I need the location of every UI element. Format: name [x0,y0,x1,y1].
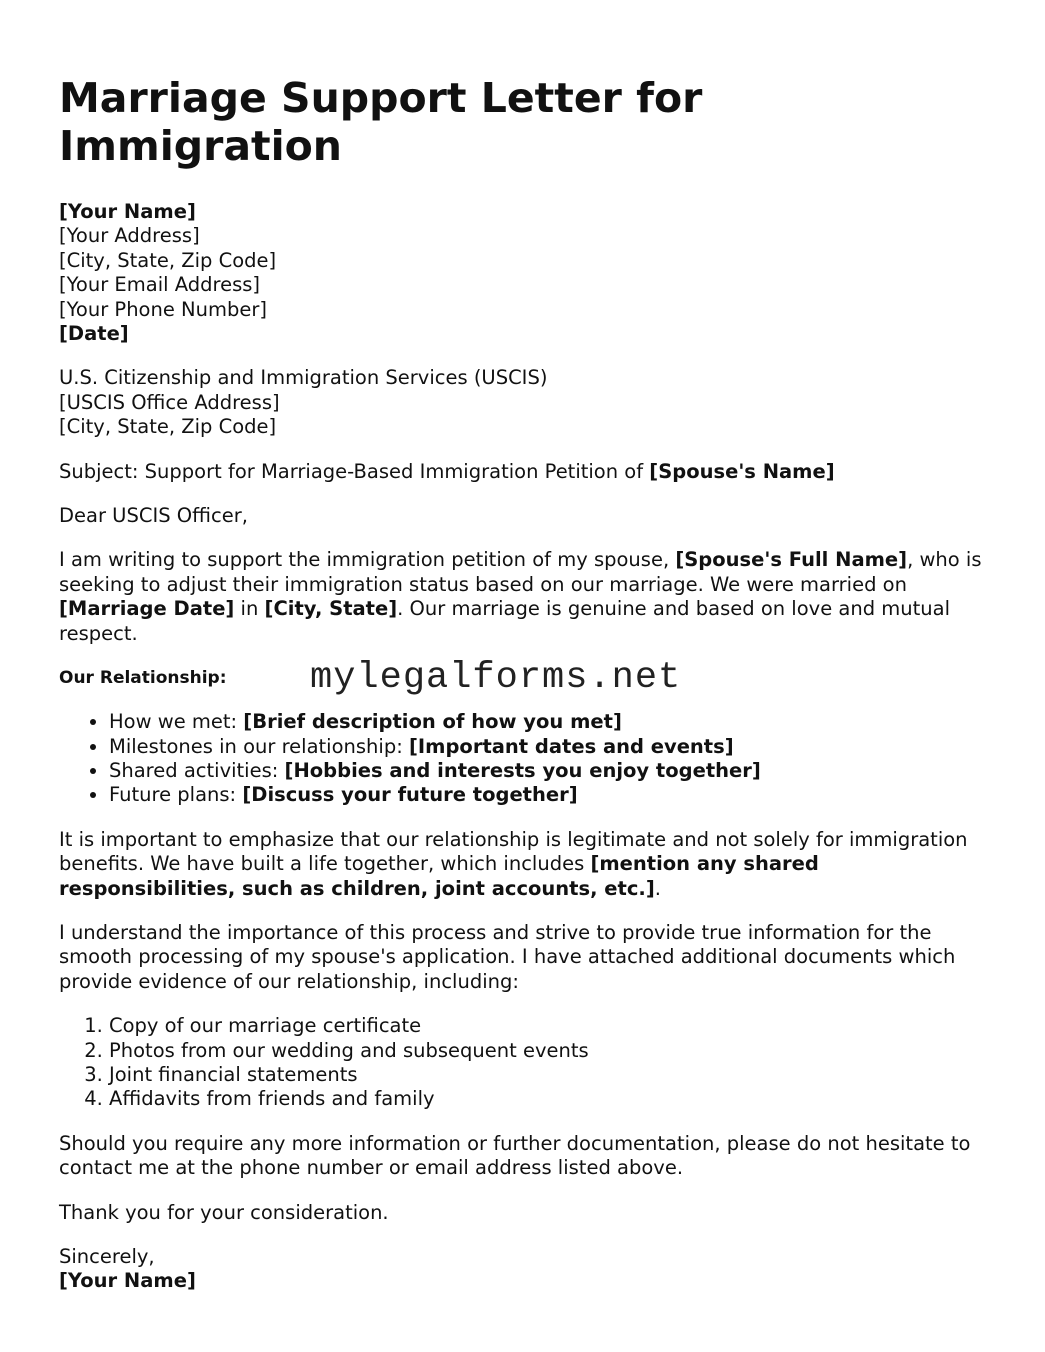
sender-phone: [Your Phone Number] [59,297,267,321]
sender-address: [Your Address] [59,224,200,248]
subject-placeholder: [Spouse's Name] [649,459,835,483]
intro-text: . Our marriage is genuine and based on love and mutual respect. [59,597,951,645]
signature-block [59,1245,999,1294]
list-item-placeholder: [Discuss your future together] [242,783,578,807]
subject-text: Subject: Support for Marriage-Based Immigration Petition of [59,459,650,483]
city-state-placeholder: [City, State] [264,597,398,621]
list-item: 1. Copy of our marriage certificate [109,1014,999,1038]
recipient-block [59,366,999,439]
intro-text: in [234,597,265,621]
sender-city: [City, State, Zip Code] [59,248,277,272]
letter-page [59,74,999,1294]
closing: Sincerely, [59,1245,155,1268]
legitimacy-paragraph [59,828,999,901]
sender-block [59,200,999,346]
recipient-city: [City, State, Zip Code] [59,415,277,439]
list-item-placeholder: [Important dates and events] [408,734,734,758]
list-item [109,710,999,734]
spouse-full-name-placeholder: [Spouse's Full Name] [675,548,908,572]
list-item-placeholder: [Hobbies and interests you enjoy together] [284,758,761,782]
documents-list [59,1014,999,1112]
list-item: 4. Affidavits from friends and family [109,1087,999,1111]
list-item [109,759,999,783]
evidence-paragraph: I understand the importance of this process and strive to provide true information for the smooth processing of my spouse's application. I have attached additional documents which provide evidence of our relationship, including: [59,920,956,993]
relationship-heading: Our Relationship: [59,667,227,688]
thanks-line: Thank you for your consideration. [59,1200,389,1224]
legitimacy-text: . [654,876,661,900]
list-item: 2. Photos from our wedding and subsequent events [109,1039,999,1063]
contact-paragraph: Should you require any more information or further documentation, please do not hesitate to contact me at the phone number or email address listed above. [59,1131,971,1180]
relationship-list [59,710,999,808]
list-item-label: Future plans: [109,783,243,807]
list-item: 3. Joint financial statements [109,1063,999,1087]
list-item-label: Shared activities: [109,758,285,782]
intro-paragraph [59,548,999,646]
sender-name: [Your Name] [59,200,196,223]
list-item [109,783,999,807]
list-item-placeholder: [Brief description of how you met] [243,710,622,734]
recipient-address: [USCIS Office Address] [59,390,280,414]
intro-text: I am writing to support the immigration petition of my spouse, [59,548,676,572]
legitimacy-text: It is important to emphasize that our relationship is legitimate and not solely for immigration benefits. We have built a life together, which includes [59,827,968,876]
page-title: Marriage Support Letter for Immigration [59,74,703,170]
watermark: mylegalforms.net [310,656,682,699]
list-item [109,735,999,759]
salutation: Dear USCIS Officer, [59,504,248,528]
recipient-org: U.S. Citizenship and Immigration Services (USCIS) [59,366,548,390]
list-item-label: How we met: [109,710,244,734]
sender-date: [Date] [59,322,129,346]
intro-text: , who is seeking to adjust their immigration status based on our marriage. We were married on [59,548,982,596]
sender-email: [Your Email Address] [59,273,260,297]
shared-responsibilities-placeholder: [mention any shared responsibilities, such as children, joint accounts, etc.] [59,852,819,900]
list-item-label: Milestones in our relationship: [109,734,409,758]
signature-name: [Your Name] [59,1269,196,1293]
marriage-date-placeholder: [Marriage Date] [59,597,235,621]
subject-line [59,460,999,484]
